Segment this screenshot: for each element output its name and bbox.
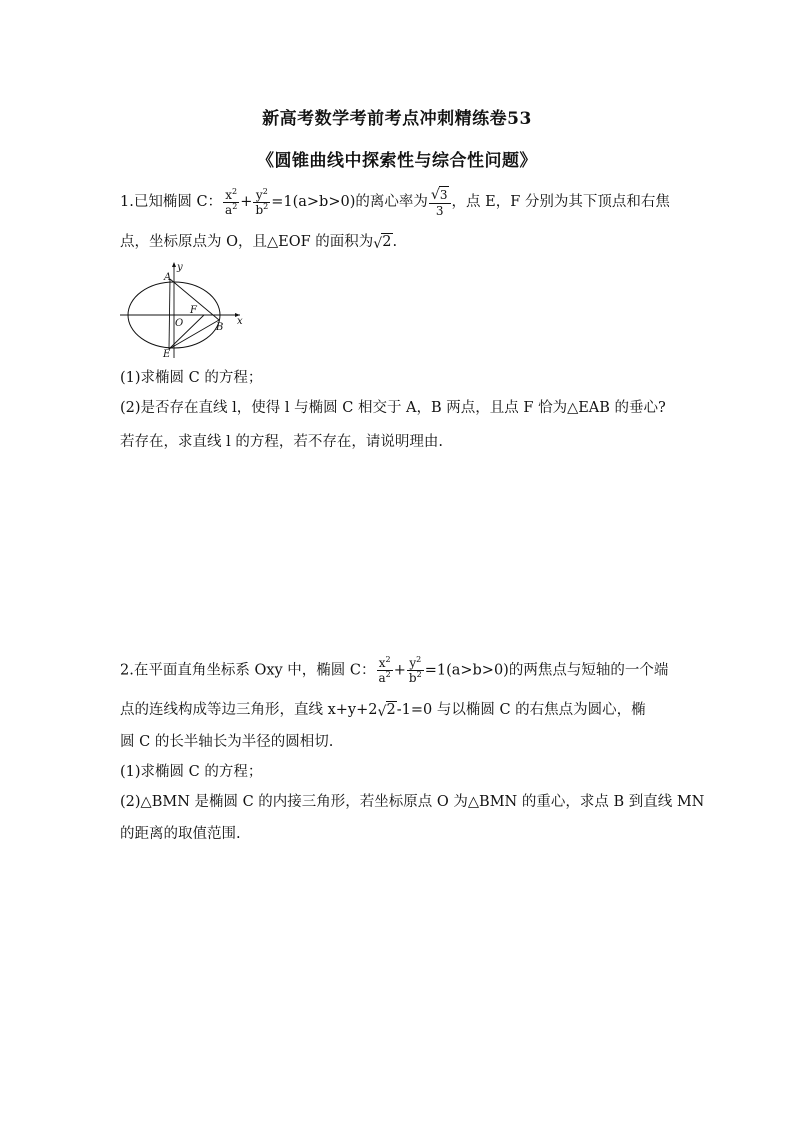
problem1-intro: 1.已知椭圆 C：	[120, 194, 223, 210]
problem1-question2-cont: 若存在，求直线 l 的方程，若不存在，请说明理由.	[120, 434, 443, 450]
fraction-x2-a2: $\frac{x^2}{a^2}$	[225, 186, 238, 217]
sqrt-two: √ 2	[377, 702, 396, 720]
label-a: A	[164, 272, 172, 283]
sqrt-two: √ 2	[373, 234, 392, 252]
fraction-y2-b2: $\frac{y^2}{b^2}$	[255, 186, 269, 217]
problem2-question1: (1)求椭圆 C 的方程；	[120, 764, 263, 780]
label-y: y	[177, 262, 183, 273]
page-subtitle: 《圆锥曲线中探索性与综合性问题》	[257, 151, 537, 171]
fraction-y2-b2: $\frac{y^2}{b^2}$	[408, 655, 422, 685]
label-f: F	[190, 305, 197, 316]
problem1-intro-rest: ，点 E，F 分别为其下顶点和右焦	[451, 194, 670, 210]
fraction-x2-a2: $\frac{x^2}{a^2}$	[378, 655, 391, 685]
segment-ea	[169, 279, 170, 349]
problem1-condition: =1(a>b>0)的离心率为	[271, 194, 428, 210]
problem1-question1: (1)求椭圆 C 的方程；	[120, 370, 263, 386]
label-b: B	[216, 322, 224, 333]
label-x: x	[237, 316, 243, 327]
problem2-question2-cont: 的距离的取值范围.	[120, 826, 241, 842]
page-title: 新高考数学考前考点冲刺精练卷53	[262, 109, 532, 129]
problem2-condition: =1(a>b>0)的两焦点与短轴的一个端	[424, 662, 669, 679]
label-e: E	[163, 349, 171, 360]
problem2-question2: (2)△BMN 是椭圆 C 的内接三角形，若坐标原点 O 为△BMN 的重心，求点 B 到直线 MN	[120, 794, 705, 810]
problem2-line1: 2.在平面直角坐标系 Oxy 中，椭圆 C： $\frac{x^2}{a^2}$ + $\frac{y^2}{b^2}$ =1(a>b>0)的两焦点与短轴的一个端	[120, 655, 669, 685]
problem2-intro: 2.在平面直角坐标系 Oxy 中，椭圆 C：	[120, 662, 376, 679]
eccentricity-fraction: √ 3 3	[429, 186, 451, 218]
y-axis-arrow	[172, 262, 176, 267]
problem2-line2: 点的连线构成等边三角形，直线 x+y+2 √ 2-1=0 与以椭圆 C 的右焦点为圆心，椭	[120, 702, 646, 720]
ellipse-figure	[116, 258, 246, 360]
problem1-line1: 1.已知椭圆 C： $\frac{x^2}{a^2}$ + $\frac{y^2}{b^2}$ =1(a>b>0)的离心率为 √ 3 3 ，点 E，F 分别为其下顶点和右焦	[120, 186, 670, 218]
label-o: O	[175, 318, 184, 329]
problem2-line3: 圆 C 的长半轴长为半径的圆相切.	[120, 734, 334, 750]
problem1-question2: (2)是否存在直线 l，使得 l 与椭圆 C 相交于 A，B 两点，且点 F 恰为△EAB 的垂心?	[120, 400, 666, 416]
problem1-line2: 点，坐标原点为 O，且△EOF 的面积为 √ 2.	[120, 234, 398, 252]
